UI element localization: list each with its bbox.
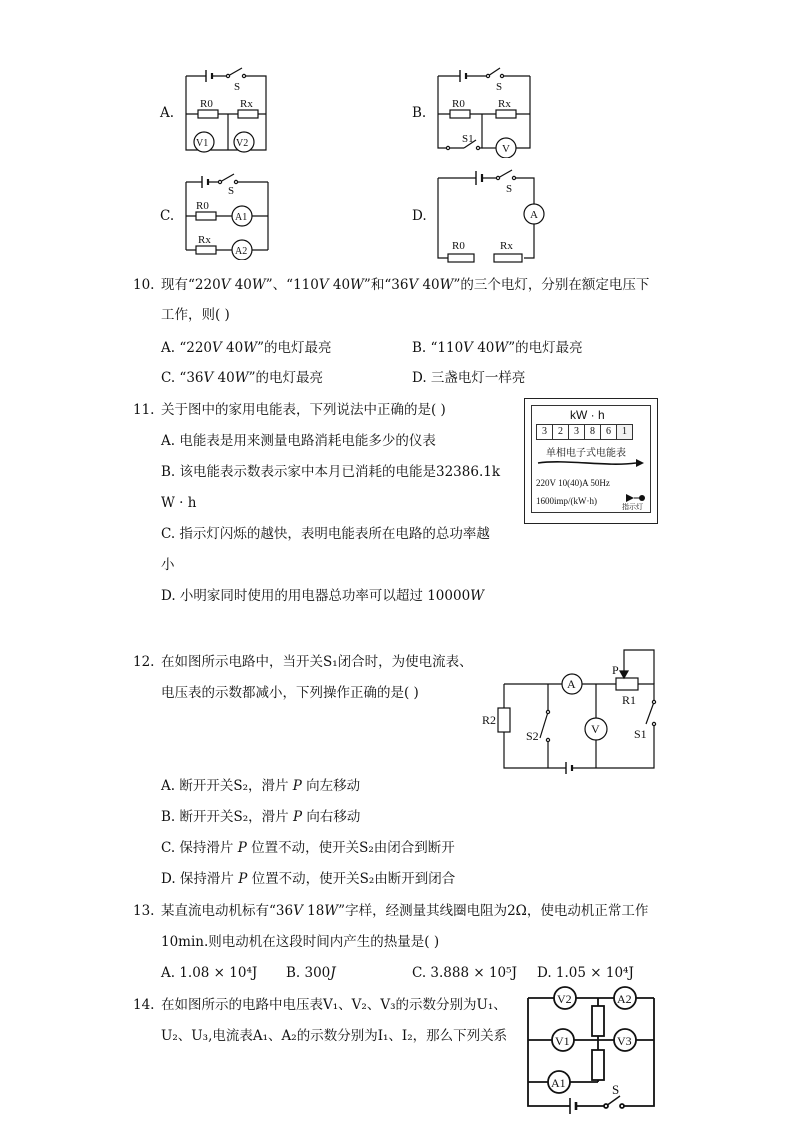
q14-stem-line2: U₂、U₃,电流表A₁、A₂的示数分别为I₁、I₂，那么下列关系 xyxy=(161,1028,508,1044)
meter-imp: 1600imp/(kW·h) xyxy=(536,496,597,506)
label-a: A xyxy=(530,209,538,221)
q12-option-a[interactable]: A. 断开开关S₂，滑片 𝑃 向左移动 xyxy=(161,778,361,794)
label-s2: S2 xyxy=(526,729,539,743)
q9-circuit-b xyxy=(434,66,534,158)
q13-stem-line1: 某直流电动机标有“36𝑉 18𝑊”字样，经测量其线圈电阻为2Ω，使电动机正常工作 xyxy=(161,903,649,919)
meter-name: 单相电子式电能表 xyxy=(546,448,626,459)
q13-option-a[interactable]: A. 1.08 × 10⁴J xyxy=(161,965,258,981)
q10-number: 10. xyxy=(133,277,155,293)
meter-digits xyxy=(536,424,632,440)
q11-option-b-cont: W · h xyxy=(161,495,197,511)
label-a2: A2 xyxy=(617,992,632,1006)
label-r2: R2 xyxy=(482,713,497,727)
label-s: S xyxy=(234,81,241,93)
q10-option-b[interactable]: B. “110𝑉 40𝑊”的电灯最亮 xyxy=(412,340,583,356)
q13-option-c[interactable]: C. 3.888 × 10⁵J xyxy=(412,965,517,981)
q11-option-a[interactable]: A. 电能表是用来测量电路消耗电能多少的仪表 xyxy=(161,433,436,449)
q11-number: 11. xyxy=(133,402,155,418)
label-v: V xyxy=(591,722,600,736)
meter-digit: 2 xyxy=(552,424,569,440)
q10-option-d[interactable]: D. 三盏电灯一样亮 xyxy=(412,370,526,386)
label-a1: A1 xyxy=(235,212,248,223)
label-rx: Rx xyxy=(240,98,253,110)
q14-circuit xyxy=(520,984,660,1118)
label-rx: Rx xyxy=(198,234,211,246)
label-v1: V1 xyxy=(555,1034,570,1048)
q14-stem-line1: 在如图所示的电路中电压表V₁、V₂、V₃的示数分别为U₁、 xyxy=(161,997,507,1013)
q11-stem: 关于图中的家用电能表，下列说法中正确的是( ) xyxy=(161,402,446,418)
q12-circuit xyxy=(478,640,663,778)
meter-digit: 3 xyxy=(568,424,585,440)
q9-option-b-letter[interactable]: B. xyxy=(412,105,427,121)
q13-option-d[interactable]: D. 1.05 × 10⁴J xyxy=(537,965,634,981)
label-r1: R1 xyxy=(622,693,637,707)
q12-stem-line2: 电压表的示数都减小，下列操作正确的是( ) xyxy=(161,685,419,701)
meter-digit: 3 xyxy=(536,424,553,440)
label-v: V xyxy=(502,143,510,155)
label-s: S xyxy=(506,183,513,195)
label-r0: R0 xyxy=(200,98,213,110)
q10-stem-line2: 工作，则( ) xyxy=(161,307,230,323)
meter-unit: kW · h xyxy=(570,408,605,422)
q9-option-c-letter[interactable]: C. xyxy=(160,208,175,224)
q9-circuit-c xyxy=(182,172,274,260)
label-r0: R0 xyxy=(196,200,209,212)
label-rx: Rx xyxy=(500,240,513,252)
label-s: S xyxy=(496,81,503,93)
q14-number: 14. xyxy=(133,997,155,1013)
label-r0: R0 xyxy=(452,98,465,110)
label-v1: V1 xyxy=(196,138,209,149)
q12-option-b[interactable]: B. 断开开关S₂，滑片 𝑃 向右移动 xyxy=(161,809,361,825)
q12-option-c[interactable]: C. 保持滑片 𝑃 位置不动，使开关S₂由闭合到断开 xyxy=(161,840,455,856)
q11-option-c[interactable]: C. 指示灯闪烁的越快，表明电能表所在电路的总功率越 xyxy=(161,526,490,542)
q11-option-d[interactable]: D. 小明家同时使用的用电器总功率可以超过 10000𝑊 xyxy=(161,588,485,604)
label-a1: A1 xyxy=(551,1076,566,1090)
q13-number: 13. xyxy=(133,903,155,919)
q9-circuit-a xyxy=(182,66,274,158)
label-a2: A2 xyxy=(235,246,248,257)
label-s: S xyxy=(228,185,235,197)
q11-option-b[interactable]: B. 该电能表示数表示家中本月已消耗的电能是32386.1k xyxy=(161,464,501,480)
q9-option-a-letter[interactable]: A. xyxy=(160,105,175,121)
meter-digit: 8 xyxy=(584,424,601,440)
q9-option-d-letter[interactable]: D. xyxy=(412,208,427,224)
meter-digit: 1 xyxy=(616,424,633,440)
electric-meter-figure xyxy=(524,398,658,524)
q12-option-d[interactable]: D. 保持滑片 𝑃 位置不动，使开关S₂由断开到闭合 xyxy=(161,871,456,887)
label-v2: V2 xyxy=(557,992,572,1006)
label-rx: Rx xyxy=(498,98,511,110)
q10-option-c[interactable]: C. “36𝑉 40𝑊”的电灯最亮 xyxy=(161,370,324,386)
label-v2: V2 xyxy=(236,138,249,149)
q11-option-c-cont: 小 xyxy=(161,557,175,573)
label-r0: R0 xyxy=(452,240,465,252)
q10-stem-line1: 现有“220𝑉 40𝑊”、“110𝑉 40𝑊”和“36𝑉 40𝑊”的三个电灯，分别在额定电压下 xyxy=(161,277,650,293)
label-s1: S1 xyxy=(634,727,647,741)
q12-number: 12. xyxy=(133,654,155,670)
q12-stem-line1: 在如图所示电路中，当开关S₁闭合时，为使电流表、 xyxy=(161,654,473,670)
q13-option-b[interactable]: B. 300𝐽 xyxy=(286,965,336,981)
meter-digit: 6 xyxy=(600,424,617,440)
label-p: P xyxy=(612,663,619,677)
indicator-light-icon xyxy=(626,494,646,502)
q9-circuit-d xyxy=(434,166,552,264)
meter-indicator-label: 指示灯 xyxy=(622,503,643,511)
label-a: A xyxy=(567,677,576,691)
q13-stem-line2: 10min.则电动机在这段时间内产生的热量是( ) xyxy=(161,934,440,950)
meter-arrow-icon xyxy=(536,458,646,468)
label-s1: S1 xyxy=(462,133,474,145)
label-v3: V3 xyxy=(617,1034,632,1048)
q10-option-a[interactable]: A. “220𝑉 40𝑊”的电灯最亮 xyxy=(161,340,332,356)
meter-spec: 220V 10(40)A 50Hz xyxy=(536,478,610,488)
label-s: S xyxy=(612,1082,620,1097)
